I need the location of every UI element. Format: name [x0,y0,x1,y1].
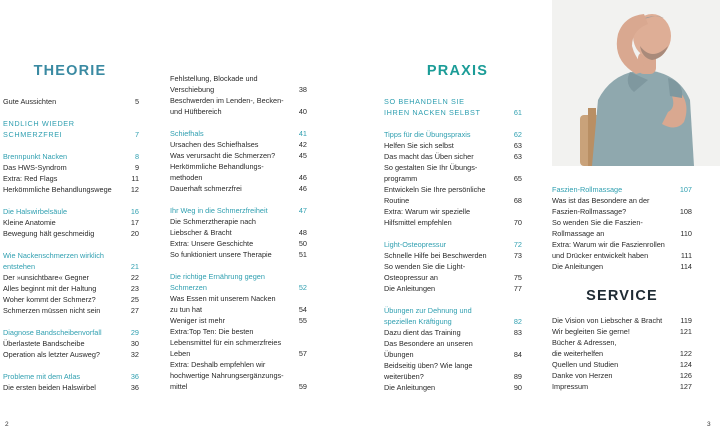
toc-entry-page: 61 [513,108,522,117]
toc-entry-title: IHREN NACKEN SELBST [384,108,481,117]
toc-entry-title: zu tun hat [170,305,203,314]
toc-entry-title: speziellen Kräftigung [384,317,452,326]
toc-entry-title: Überlastete Bandscheibe [3,339,85,348]
toc-entry-title: Alles beginnt mit der Haltung [3,284,97,293]
toc-entry-title: ENDLICH WIEDER [3,119,75,128]
toc-entry-page: 126 [679,371,692,380]
toc-entry-title: Was Essen mit unserem Nacken [170,294,276,303]
toc-entry-title: Extra: Warum wir spezielle [384,207,471,216]
toc-entry-title: Die richtige Ernährung gegen [170,272,265,281]
toc-entry-title: Die Vision von Liebscher & Bracht [552,316,663,325]
toc-entry-page: 40 [298,107,307,116]
toc-entry-page: 77 [513,284,522,293]
toc-entry-title: Routine [384,196,410,205]
toc-entry-page: 65 [513,174,522,183]
toc-entry-page: 27 [130,306,139,315]
toc-entry-page: 36 [130,372,139,381]
toc-entry-page: 42 [298,140,307,149]
heading-praxis: PRAXIS [426,63,489,79]
toc-entry-page: 21 [130,262,139,271]
toc-entry-page: 17 [130,218,139,227]
toc-entry-page: 63 [513,152,522,161]
toc-entry-page: 7 [134,130,139,139]
toc-entry-title: Die Anleitungen [384,284,436,293]
toc-entry-page: 11 [131,174,139,183]
toc-entry-page: 89 [513,372,522,381]
toc-entry-title: Diagnose Bandscheibenvorfall [3,328,102,337]
toc-entry-title: Extra: Warum wir die Faszienrollen [552,240,665,249]
toc-entry-title: Tipps für die Übungspraxis [384,130,471,139]
toc-entry-title: Das Besondere an unseren [384,339,473,348]
toc-entry-page: 124 [679,360,692,369]
page-number-right: 3 [707,421,711,428]
toc-entry-title: Extra: Unsere Geschichte [170,239,254,248]
toc-entry-page: 46 [298,184,307,193]
toc-entry-page: 47 [298,206,307,215]
toc-entry-title: Brennpunkt Nacken [3,152,68,161]
toc-entry-page: 5 [134,97,139,106]
toc-entry-title: Entwickeln Sie Ihre persönliche [384,185,486,194]
toc-entry-page: 62 [513,130,522,139]
toc-entry-page: 122 [679,349,692,358]
toc-entry-page: 84 [513,350,522,359]
toc-entry-page: 30 [130,339,139,348]
toc-entry-page: 36 [130,383,139,392]
toc-entry-title: Wie Nackenschmerzen wirklich [3,251,104,260]
toc-entry-title: Die Anleitungen [552,262,604,271]
toc-entry-page: 41 [298,129,307,138]
toc-entry-page: 73 [513,251,522,260]
toc-entry-title: SO BEHANDELN SIE [384,97,465,106]
toc-entry-title: Operation als letzter Ausweg? [3,350,100,359]
toc-entry-title: Hilfsmittel empfehlen [384,218,452,227]
toc-entry-title: Faszien-Rollmassage [552,185,623,194]
toc-entry-title: Die Anleitungen [384,383,436,392]
toc-entry-title: Rollmassage an [552,229,605,238]
toc-entry-page: 75 [513,273,522,282]
toc-entry-page: 57 [298,349,307,358]
toc-entry-title: Extra:Top Ten: Die besten [170,327,254,336]
toc-entry-page: 12 [130,185,139,194]
toc-entry-page: 63 [513,141,522,150]
toc-entry-page: 50 [298,239,307,248]
toc-entry-title: Impressum [552,382,589,391]
toc-entry-page: 52 [298,283,307,292]
toc-entry-title: Weniger ist mehr [170,316,226,325]
toc-entry-title: mittel [170,382,188,391]
heading-theorie: THEORIE [33,63,107,79]
toc-entry-page: 22 [130,273,139,282]
toc-entry-page: 68 [513,196,522,205]
toc-entry-page: 90 [513,383,522,392]
toc-entry-page: 32 [130,350,139,359]
toc-entry-page: 83 [513,328,522,337]
toc-entry-page: 121 [679,327,692,336]
toc-entry-page: 45 [298,151,307,160]
toc-entry-title: Liebscher & Bracht [170,228,232,237]
toc-entry-title: Der »unsichtbare« Gegner [3,273,89,282]
toc-entry-title: Wir begleiten Sie gerne! [552,327,630,336]
toc-entry-title: Beschwerden im Lenden-, Becken- [170,96,284,105]
toc-entry-page: 48 [298,228,307,237]
toc-entry-title: die weiterhelfen [552,349,604,358]
toc-entry-title: Was verursacht die Schmerzen? [170,151,276,160]
toc-entry-title: Osteopressur an [384,273,438,282]
toc-entry-page: 16 [130,207,139,216]
exercise-photo [552,0,720,166]
toc-entry-title: So wenden Sie die Light- [384,262,466,271]
page-number-left: 2 [5,421,9,428]
toc-entry-page: 110 [680,229,692,238]
toc-entry-title: weiterüben? [384,372,424,381]
toc-entry-title: methoden [170,173,203,182]
toc-entry-title: SCHMERZFREI [3,130,63,139]
toc-entry-title: Danke von Herzen [552,371,613,380]
toc-entry-page: 38 [298,85,307,94]
toc-entry-page: 107 [679,185,692,194]
toc-entry-title: Bewegung hält geschmeidig [3,229,95,238]
toc-entry-title: Woher kommt der Schmerz? [3,295,96,304]
toc-entry-title: und Hüftbereich [170,107,222,116]
toc-entry-title: So wenden Sie die Faszien- [552,218,643,227]
toc-entry-title: und Drücker entwickelt haben [552,251,649,260]
toc-entry-title: Leben [170,349,191,358]
toc-entry-title: Das HWS-Syndrom [3,163,67,172]
toc-entry-title: Bücher & Adressen, [552,338,617,347]
heading-service: SERVICE [586,288,658,304]
toc-entry-page: 25 [130,295,139,304]
toc-entry-page: 127 [679,382,692,391]
toc-entry-title: Verschiebung [170,85,215,94]
toc-entry-page: 46 [298,173,307,182]
toc-entry-page: 70 [513,218,522,227]
toc-entry-title: Ursachen des Schiefhalses [170,140,259,149]
toc-entry-title: Dazu dient das Training [384,328,461,337]
toc-entry-title: Die Halswirbelsäule [3,207,68,216]
toc-entry-title: Helfen Sie sich selbst [384,141,454,150]
toc-entry-page: 51 [298,250,307,259]
toc-entry-page: 119 [680,316,692,325]
toc-entry-title: Die Schmerztherapie nach [170,217,256,226]
toc-entry-title: So funktioniert unsere Therapie [170,250,272,259]
toc-entry-title: Die ersten beiden Halswirbel [3,383,96,392]
toc-entry-title: Fehlstellung, Blockade und [170,74,258,83]
toc-entry-title: So gestalten Sie Ihr Übungs- [384,163,478,172]
toc-entry-title: Schmerzen müssen nicht sein [3,306,101,315]
toc-entry-title: Probleme mit dem Atlas [3,372,81,381]
toc-entry-page: 29 [130,328,139,337]
toc-entry-title: Schiefhals [170,129,204,138]
toc-entry-page: 114 [680,262,692,271]
toc-entry-page: 55 [298,316,307,325]
toc-entry-title: hochwertige Nahrungsergänzungs- [170,371,284,380]
toc-entry-title: Das macht das Üben sicher [384,152,474,161]
toc-entry-page: 59 [298,382,307,391]
toc-entry-page: 23 [130,284,139,293]
toc-entry-title: Quellen und Studien [552,360,619,369]
toc-entry-title: Ihr Weg in die Schmerzfreiheit [170,206,268,215]
toc-entry-title: Extra: Red Flags [3,174,58,183]
toc-entry-title: Light-Osteopressur [384,240,447,249]
toc-entry-title: Faszien-Rollmassage? [552,207,627,216]
toc-entry-title: Herkömmliche Behandlungswege [3,185,112,194]
toc-entry-page: 8 [134,152,139,161]
toc-entry-page: 108 [679,207,692,216]
toc-entry-title: Dauerhaft schmerzfrei [170,184,242,193]
toc-entry-title: Gute Aussichten [3,97,57,106]
toc-entry-title: Übungen zur Dehnung und [384,306,472,315]
toc-entry-page: 54 [298,305,307,314]
toc-entry-title: Beidseitig üben? Wie lange [384,361,473,370]
toc-entry-title: entstehen [3,262,36,271]
toc-entry-title: Schnelle Hilfe bei Beschwerden [384,251,487,260]
toc-entry-page: 72 [513,240,522,249]
toc-entry-title: Was ist das Besondere an der [552,196,650,205]
toc-entry-title: programm [384,174,418,183]
toc-entry-title: Übungen [384,350,414,359]
toc-entry-title: Kleine Anatomie [3,218,56,227]
toc-entry-title: Herkömmliche Behandlungs- [170,162,264,171]
toc-entry-title: Lebensmittel für ein schmerzfreies [170,338,282,347]
toc-entry-title: Schmerzen [170,283,207,292]
toc-entry-page: 111 [680,251,692,260]
toc-entry-page: 9 [134,163,139,172]
toc-entry-page: 82 [513,317,522,326]
toc-entry-title: Extra: Deshalb empfehlen wir [170,360,266,369]
toc-entry-page: 20 [130,229,139,238]
